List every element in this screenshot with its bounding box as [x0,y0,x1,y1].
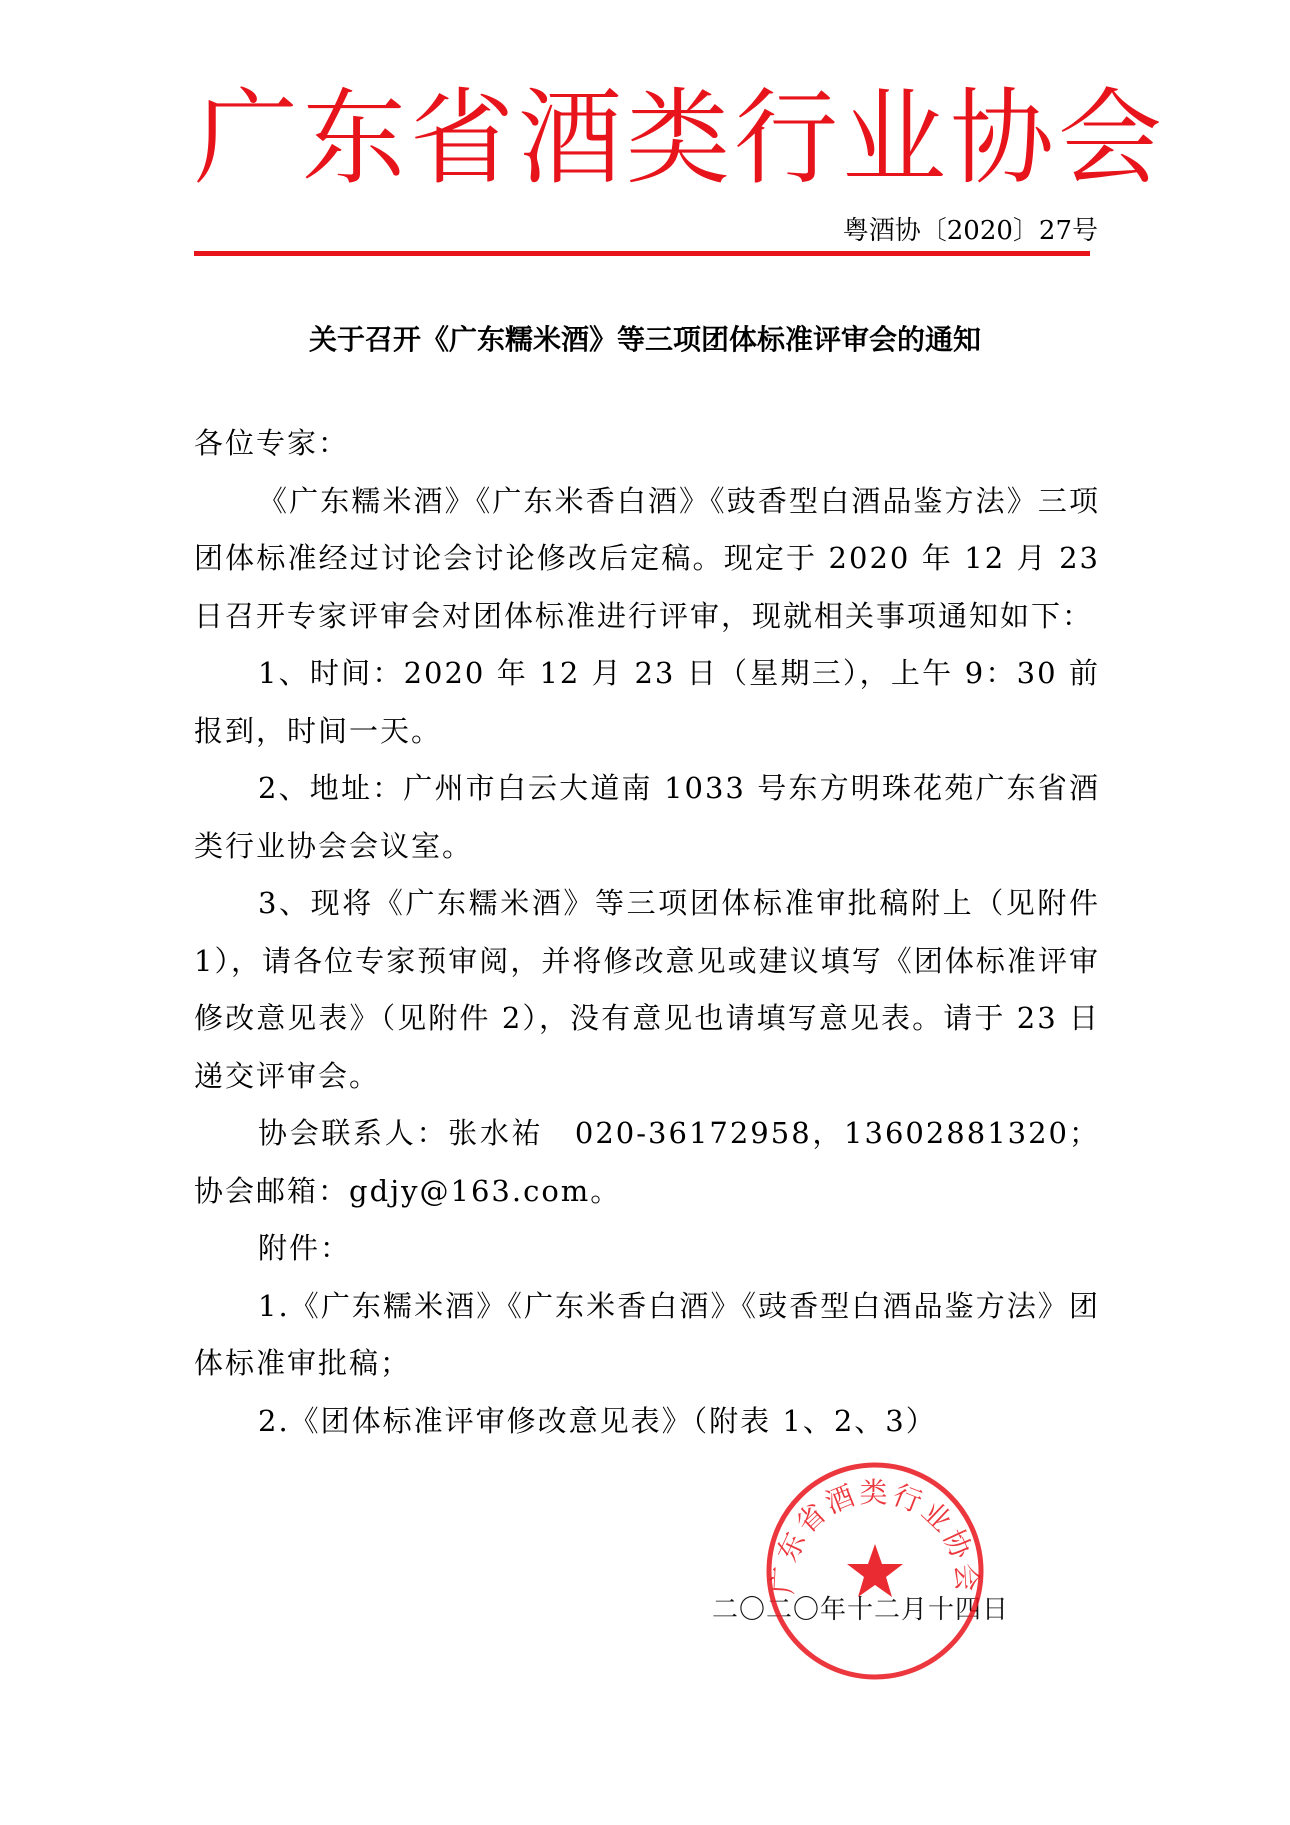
notice-title: 关于召开《广东糯米酒》等三项团体标准评审会的通知 [308,323,981,356]
organization-letterhead: 广东省酒类行业协会 [194,77,1167,199]
item-attachment-review: 3、现将《广东糯米酒》等三项团体标准审批稿附上（见附件 1），请各位专家预审阅，并将修改意见或建议填写《团体标准评审修改意见表》（见附件 2），没有意见也请填写意见表。请于 23 日递交评审会。 [194,886,1100,1093]
attachment-item-1: 1.《广东糯米酒》《广东米香白酒》《豉香型白酒品鉴方法》团体标准审批稿； [194,1288,1100,1380]
issue-date: 二〇二〇年十二月十四日 [712,1595,1010,1625]
item-time: 1、时间：2020 年 12 月 23 日（星期三），上午 9：30 前报到，时间一天。 [194,656,1100,748]
salutation: 各位专家： [194,426,350,460]
attachment-item-2: 2.《团体标准评审修改意见表》（附表 1、2、3） [258,1403,937,1438]
svg-text:广东省酒类行业协会: 广东省酒类行业协会 [766,1476,984,1596]
document-number: 粤酒协〔2020〕27号 [842,216,1098,246]
official-seal [760,1456,990,1686]
attachments-label: 附件： [258,1231,352,1265]
intro-paragraph: 《广东糯米酒》《广东米香白酒》《豉香型白酒品鉴方法》三项团体标准经过讨论会讨论修改后定稿。现定于 2020 年 12 月 23 日召开专家评审会对团体标准进行评审，现就相关事项通知如下： [194,483,1100,633]
seal-star-icon [847,1544,903,1597]
contact-info: 协会联系人：张水祐 020-36172958，13602881320；协会邮箱：gdjy@163.com。 [194,1116,1100,1208]
letterhead-red-rule [194,251,1090,256]
notice-body [194,415,1100,1450]
item-address: 2、地址：广州市白云大道南 1033 号东方明珠花苑广东省酒类行业协会会议室。 [194,771,1100,863]
